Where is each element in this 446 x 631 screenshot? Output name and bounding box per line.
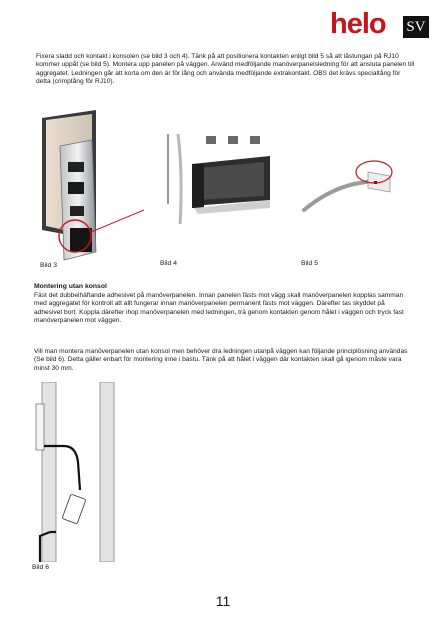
- figure-bild-4: [158, 134, 278, 268]
- caption-bild-5: Bild 5: [301, 260, 319, 267]
- caption-bild-4: Bild 4: [160, 260, 178, 267]
- figure-bild-6: [30, 382, 140, 577]
- figure-bild-5: [298, 150, 408, 270]
- brand-name: helo: [330, 8, 386, 40]
- intro-paragraph: Fixera sladd och kontakt i konsolen (se bild 3 och 4). Tänk på att positionera kontakten enligt bild 5 så att låstungan på RJ10 kommer uppåt (se bild 5). Montera upp panelen på väggen. Använd medföljande manöverpanelsledning för att ansluta panelen till aggregatet. Ledningen går att korta om den är för lång och använda medföljande extrakontakt. OBS det krävs specialtång för detta (crimptång för RJ10).: [36, 53, 415, 85]
- helo-logo: [330, 8, 430, 40]
- caption-bild-3: Bild 3: [40, 262, 58, 269]
- page-number: 11: [215, 593, 231, 609]
- section-paragraph-2: Vill man montera manöverpanelen utan konsol men behöver dra ledningen utanpå väggen kan följande principlösning användas (Se bild 6). Detta gäller enbart för montering inne i bastu. Tänk på att hålet i väggen där kontakten skall gå igenom måste vara minst 30 mm.: [34, 348, 408, 372]
- wiring-diagram: [30, 382, 140, 562]
- rj10-connector-illustration: [298, 150, 408, 220]
- section-heading: Montering utan konsol: [34, 283, 107, 290]
- figure-bild-3: [34, 110, 144, 270]
- mounted-unit-illustration: [158, 134, 278, 224]
- console-illustration: [34, 110, 144, 270]
- language-badge: SV: [403, 16, 429, 38]
- caption-bild-6: Bild 6: [32, 564, 50, 571]
- section-paragraph-1: Fäst det dubbelhäftande adhesivet på manöverpanelen. Innan panelen fästs mot vägg skall manöverpanelen kopplas samman med aggregatet för kontroll att allt fungerar innan manöverpanelen permanent fästs mot väggen. Därefter tas skyddet på adhesivet bort. Koppla därefter ihop manöverpanelen med ledningen, trä genom kontakten genom hålet i väggen och tryck fast manöverpanelen mot väggen.: [34, 292, 404, 324]
